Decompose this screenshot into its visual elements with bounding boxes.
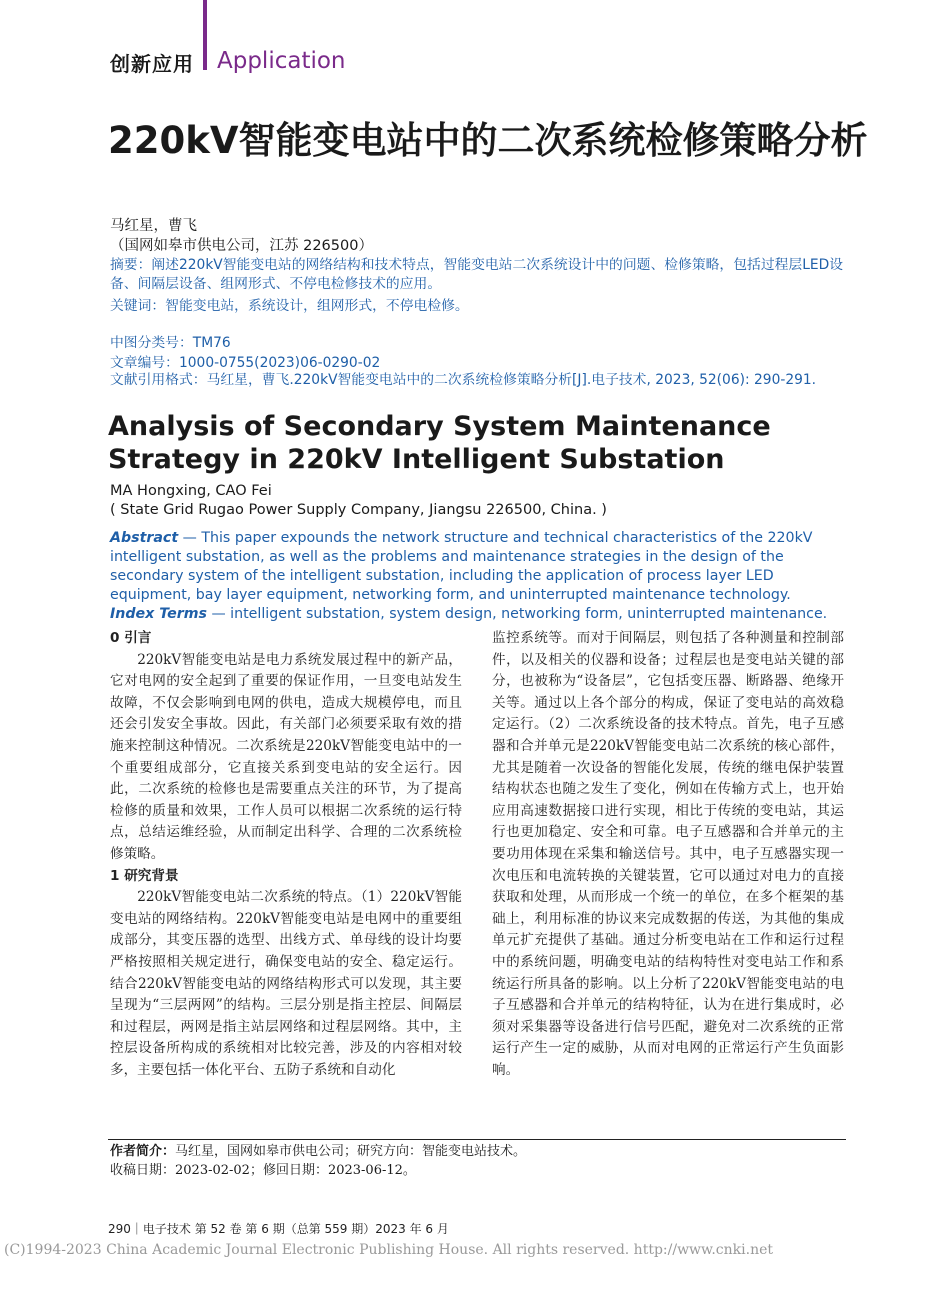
affiliation-en: ( State Grid Rugao Power Supply Company, Jiangsu 226500, China. ) [110, 502, 607, 518]
header-divider [203, 0, 207, 70]
keywords-cn: 关键词：智能变电站，系统设计，组网形式，不停电检修。 [110, 298, 469, 314]
index-terms-text: — intelligent substation, system design, networking form, uninterrupted maintenance. [206, 606, 828, 622]
title-cn: 220kV智能变电站中的二次系统检修策略分析 [108, 119, 868, 162]
body-column-left [110, 628, 462, 1081]
citation-format: 文献引用格式：马红星，曹飞.220kV智能变电站中的二次系统检修策略分析[J].电子技术, 2023, 52(06): 290-291. [110, 372, 817, 388]
abstract-en-text: — This paper expounds the network structure and technical characteristics of the 220kV intelligent substation, as well as the problems and maintenance strategies in the design of the secondary system of the intelligent substation, including the application of process layer LED equipment, bay layer equipment, networking form, and uninterrupted maintenance technology. [110, 530, 813, 603]
abstract-cn: 摘要：阐述220kV智能变电站的网络结构和技术特点，智能变电站二次系统设计中的问题、检修策略，包括过程层LED设备、间隔层设备、组网形式、不停电检修技术的应用。 [110, 257, 844, 292]
author-note-text: 马红星，国网如皋市供电公司；研究方向：智能变电站技术。 [175, 1144, 527, 1159]
title-en: Analysis of Secondary System Maintenance Strategy in 220kV Intelligent Substation [108, 411, 771, 475]
author-note [110, 1142, 526, 1180]
affiliation-cn: （国网如皋市供电公司，江苏 226500） [110, 238, 373, 254]
footnote-divider [108, 1139, 846, 1140]
section-heading: 0 引言 [110, 630, 152, 646]
section-label-en: Application [217, 48, 346, 74]
index-terms [110, 606, 846, 622]
paragraph: 220kV智能变电站二次系统的特点。（1）220kV智能变电站的网络结构。220kV智能变电站是电网中的重要组成部分，其变压器的选型、出线方式、单母线的设计均要严格按照相关规定进行，确保变电站的安全、稳定运行。结合220kV智能变电站的网络结构形式可以发现，其主要呈现为“三层两网”的结构。三层分别是指主控层、间隔层和过程层，两网是指主站层网络和过程层网络。其中，主控层设备所构成的系统相对比较完善，涉及的内容相对较多，主要包括一体化平台、五防子系统和自动化 [110, 889, 462, 1078]
body-column-right [492, 628, 844, 1081]
author-note-label: 作者简介： [110, 1144, 176, 1159]
section-heading: 1 研究背景 [110, 867, 179, 884]
authors-en: MA Hongxing, CAO Fei [110, 483, 272, 499]
paragraph: 监控系统等。而对于间隔层，则包括了各种测量和控制部件，以及相关的仪器和设备；过程层也是变电站关键的部分，也被称为“设备层”，它包括变压器、断路器、绝缘开关等。通过以上各个部分的构成，保证了变电站的高效稳定运行。（2）二次系统设备的技术特点。首先，电子互感器和合并单元是220kV智能变电站二次系统的核心部件，尤其是随着一次设备的智能化发展，传统的继电保护装置结构状态也随之发生了变化，例如在传输方式上，也开始应用高速数据接口进行实现，相比于传统的变电站，其运行也更加稳定、安全和可靠。电子互感器和合并单元的主要功用体现在采集和输送信号。其中，电子互感器实现一次电压和电流转换的关键装置，它可以通过对电力的直接获取和处理，从而形成一个统一的单位，在多个框架的基础上，利用标准的协议来完成数据的传送，为其他的集成单元扩充提供了基础。通过分析变电站在工作和运行过程中的系统问题，明确变电站的结构特性对变电站工作和系统运行所具备的影响。以上分析了220kV智能变电站的电子互感器和合并单元的结构特征，认为在进行集成时，必须对采集器等设备进行信号匹配，避免对二次系统的正常运行产生一定的威胁，从而对电网的正常运行产生负面影响。 [492, 630, 844, 1078]
index-terms-label: Index Terms [110, 606, 207, 622]
authors-cn: 马红星，曹飞 [110, 218, 197, 234]
received-dates: 收稿日期：2023-02-02；修回日期：2023-06-12。 [110, 1163, 416, 1178]
article-number: 文章编号：1000-0755(2023)06-0290-02 [110, 355, 381, 371]
copyright-line: (C)1994-2023 China Academic Journal Electronic Publishing House. All rights reserved. http://www.cnki.net [4, 1242, 774, 1258]
page-footer: 290｜电子技术 第 52 卷 第 6 期（总第 559 期）2023 年 6 月 [108, 1222, 449, 1236]
section-label-cn: 创新应用 [110, 52, 194, 76]
abstract-en-label: Abstract [110, 530, 179, 546]
abstract-en [110, 529, 846, 605]
paragraph: 220kV智能变电站是电力系统发展过程中的新产品，它对电网的安全起到了重要的保证作用，一旦变电站发生故障，不仅会影响到电网的供电，造成大规模停电，而且还会引发安全事故。因此，有关部门必须要采取有效的措施来控制这种情况。二次系统是220kV智能变电站中的一个重要组成部分，它直接关系到变电站的安全运行。因此，二次系统的检修也是需要重点关注的环节，为了提高检修的质量和效果，工作人员可以根据二次系统的运行特点，总结运维经验，从而制定出科学、合理的二次系统检修策略。 [110, 651, 462, 862]
classification-number: 中图分类号：TM76 [110, 335, 231, 351]
